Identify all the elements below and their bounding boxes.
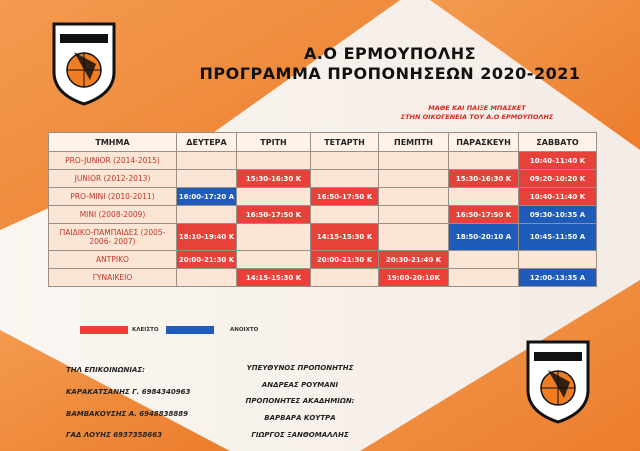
schedule-cell	[237, 152, 311, 170]
schedule-cell	[177, 152, 237, 170]
schedule-cell: 14:15-15:30 Κ	[237, 269, 311, 287]
group-name-cell: PRO-JUNIOR (2014-2015)	[49, 152, 177, 170]
schedule-cell: 20:00-21:30 Κ	[177, 251, 237, 269]
program-title: ΠΡΟΓΡΑΜΜΑ ΠΡΟΠΟΝΗΣΕΩΝ 2020-2021	[199, 64, 581, 83]
schedule-cell: 16:00-17:20 Α	[177, 188, 237, 206]
schedule-cell: 19:00-20:10Κ	[379, 269, 449, 287]
schedule-cell	[177, 170, 237, 188]
header-monday: ΔΕΥΤΕΡΑ	[177, 133, 237, 152]
slogan-line-2: ΣΤΗΝ ΟΙΚΟΓΕΝΕΙΑ ΤΟΥ Α.Ο ΕΡΜΟΥΠΟΛΗΣ	[400, 113, 554, 121]
schedule-cell	[177, 269, 237, 287]
schedule-cell	[449, 152, 519, 170]
schedule-cell	[237, 251, 311, 269]
coach-name: ΑΝΔΡΕΑΣ ΡΟΥΜΑΝΙ	[261, 381, 339, 389]
schedule-cell: 16:50-17:50 Κ	[449, 206, 519, 224]
table-row	[49, 224, 597, 251]
schedule-cell	[379, 170, 449, 188]
club-logo	[50, 20, 118, 106]
schedule-cell: 20:30-21:40 Κ	[379, 251, 449, 269]
group-name-cell: ΑΝΤΡΙΚΟ	[49, 251, 177, 269]
schedule-cell	[449, 269, 519, 287]
schedule-cell: 10:40-11:40 Κ	[519, 152, 597, 170]
schedule-cell: 20:00-21:30 Κ	[311, 251, 379, 269]
table-row	[49, 170, 597, 188]
schedule-cell	[379, 152, 449, 170]
header-tuesday: ΤΡΙΤΗ	[237, 133, 311, 152]
group-name-cell: JUNIOR (2012-2013)	[49, 170, 177, 188]
schedule-cell	[237, 188, 311, 206]
group-name-cell: ΠΑΙΔΙΚΟ-ΠΑΜΠΑΙΔΕΣ (2005-2006- 2007)	[49, 224, 177, 251]
schedule-cell	[311, 152, 379, 170]
schedule-cell: 10:45-11:50 Α	[519, 224, 597, 251]
header-friday: ΠΑΡΑΣΚΕΥΗ	[449, 133, 519, 152]
academy-coach-1: ΒΑΡΒΑΡΑ ΚΟΥΤΡΑ	[264, 414, 336, 422]
schedule-cell: 09:30-10:35 Α	[519, 206, 597, 224]
header-group: ΤΜΗΜΑ	[49, 133, 177, 152]
schedule-cell: 18:50-20:10 Α	[449, 224, 519, 251]
club-title: Α.Ο ΕΡΜΟΥΠΟΛΗΣ	[303, 44, 477, 63]
schedule-cell: 09:20-10:20 Κ	[519, 170, 597, 188]
schedule-cell	[379, 188, 449, 206]
legend-closed-label: ΚΛΕΙΣΤΟ	[132, 327, 159, 333]
academy-heading: ΠΡΟΠΟΝΗΤΕΣ ΑΚΑΔΗΜΙΩΝ:	[245, 397, 355, 405]
legend-closed-swatch	[80, 326, 128, 334]
table-row	[49, 188, 597, 206]
contact-line-3: ΓΑΔ ΛΟΥΗΣ 6937358663	[66, 431, 162, 439]
schedule-cell: 12:00-13:35 Α	[519, 269, 597, 287]
table-row	[49, 152, 597, 170]
contact-line-2: ΒΑΜΒΑΚΟΥΣΗΣ Α. 6948838889	[66, 410, 188, 418]
table-row	[49, 269, 597, 287]
schedule-cell	[177, 206, 237, 224]
group-name-cell: MINI (2008-2009)	[49, 206, 177, 224]
schedule-cell	[449, 251, 519, 269]
schedule-cell	[311, 269, 379, 287]
schedule-cell: 14:15-15:30 Κ	[311, 224, 379, 251]
legend-open-swatch	[166, 326, 214, 334]
contact-line-1: ΚΑΡΑΚΑΤΣΑΝΗΣ Γ. 6984340963	[66, 388, 191, 396]
academy-coach-2: ΓΙΩΡΓΟΣ ΞΑΝΘΟΜΑΛΛΗΣ	[251, 431, 349, 439]
schedule-cell	[519, 251, 597, 269]
schedule-cell	[311, 170, 379, 188]
legend-open-label: ΑΝΟΙΧΤΟ	[230, 327, 259, 333]
coach-heading: ΥΠΕΥΘΥΝΟΣ ΠΡΟΠΟΝΗΤΗΣ	[246, 364, 354, 372]
slogan-line-1: ΜΑΘΕ ΚΑΙ ΠΑΙΞΕ ΜΠΑΣΚΕΤ	[428, 104, 526, 112]
schedule-cell	[379, 206, 449, 224]
table-row	[49, 251, 597, 269]
schedule-cell: 16:50-17:50 Κ	[311, 188, 379, 206]
schedule-cell	[379, 224, 449, 251]
schedule-cell: 15:30-16:30 Κ	[237, 170, 311, 188]
group-name-cell: PRO-MINI (2010-2011)	[49, 188, 177, 206]
contact-heading: ΤΗΛ ΕΠΙΚΟΙΝΩΝΙΑΣ:	[66, 366, 145, 374]
table-header-row	[49, 133, 597, 152]
club-logo-bottom	[524, 338, 592, 424]
training-schedule-table	[48, 132, 597, 287]
header-thursday: ΠΕΜΠΤΗ	[379, 133, 449, 152]
schedule-cell: 10:40-11:40 Κ	[519, 188, 597, 206]
header-saturday: ΣΑΒΒΑΤΟ	[519, 133, 597, 152]
header-wednesday: ΤΕΤΑΡΤΗ	[311, 133, 379, 152]
schedule-cell	[311, 206, 379, 224]
schedule-cell: 15:30-16:30 Κ	[449, 170, 519, 188]
schedule-cell: 16:50-17:50 Κ	[237, 206, 311, 224]
table-row	[49, 206, 597, 224]
schedule-cell: 18:10-19:40 Κ	[177, 224, 237, 251]
schedule-cell	[449, 188, 519, 206]
schedule-cell	[237, 224, 311, 251]
group-name-cell: ΓΥΝΑΙΚΕΙΟ	[49, 269, 177, 287]
